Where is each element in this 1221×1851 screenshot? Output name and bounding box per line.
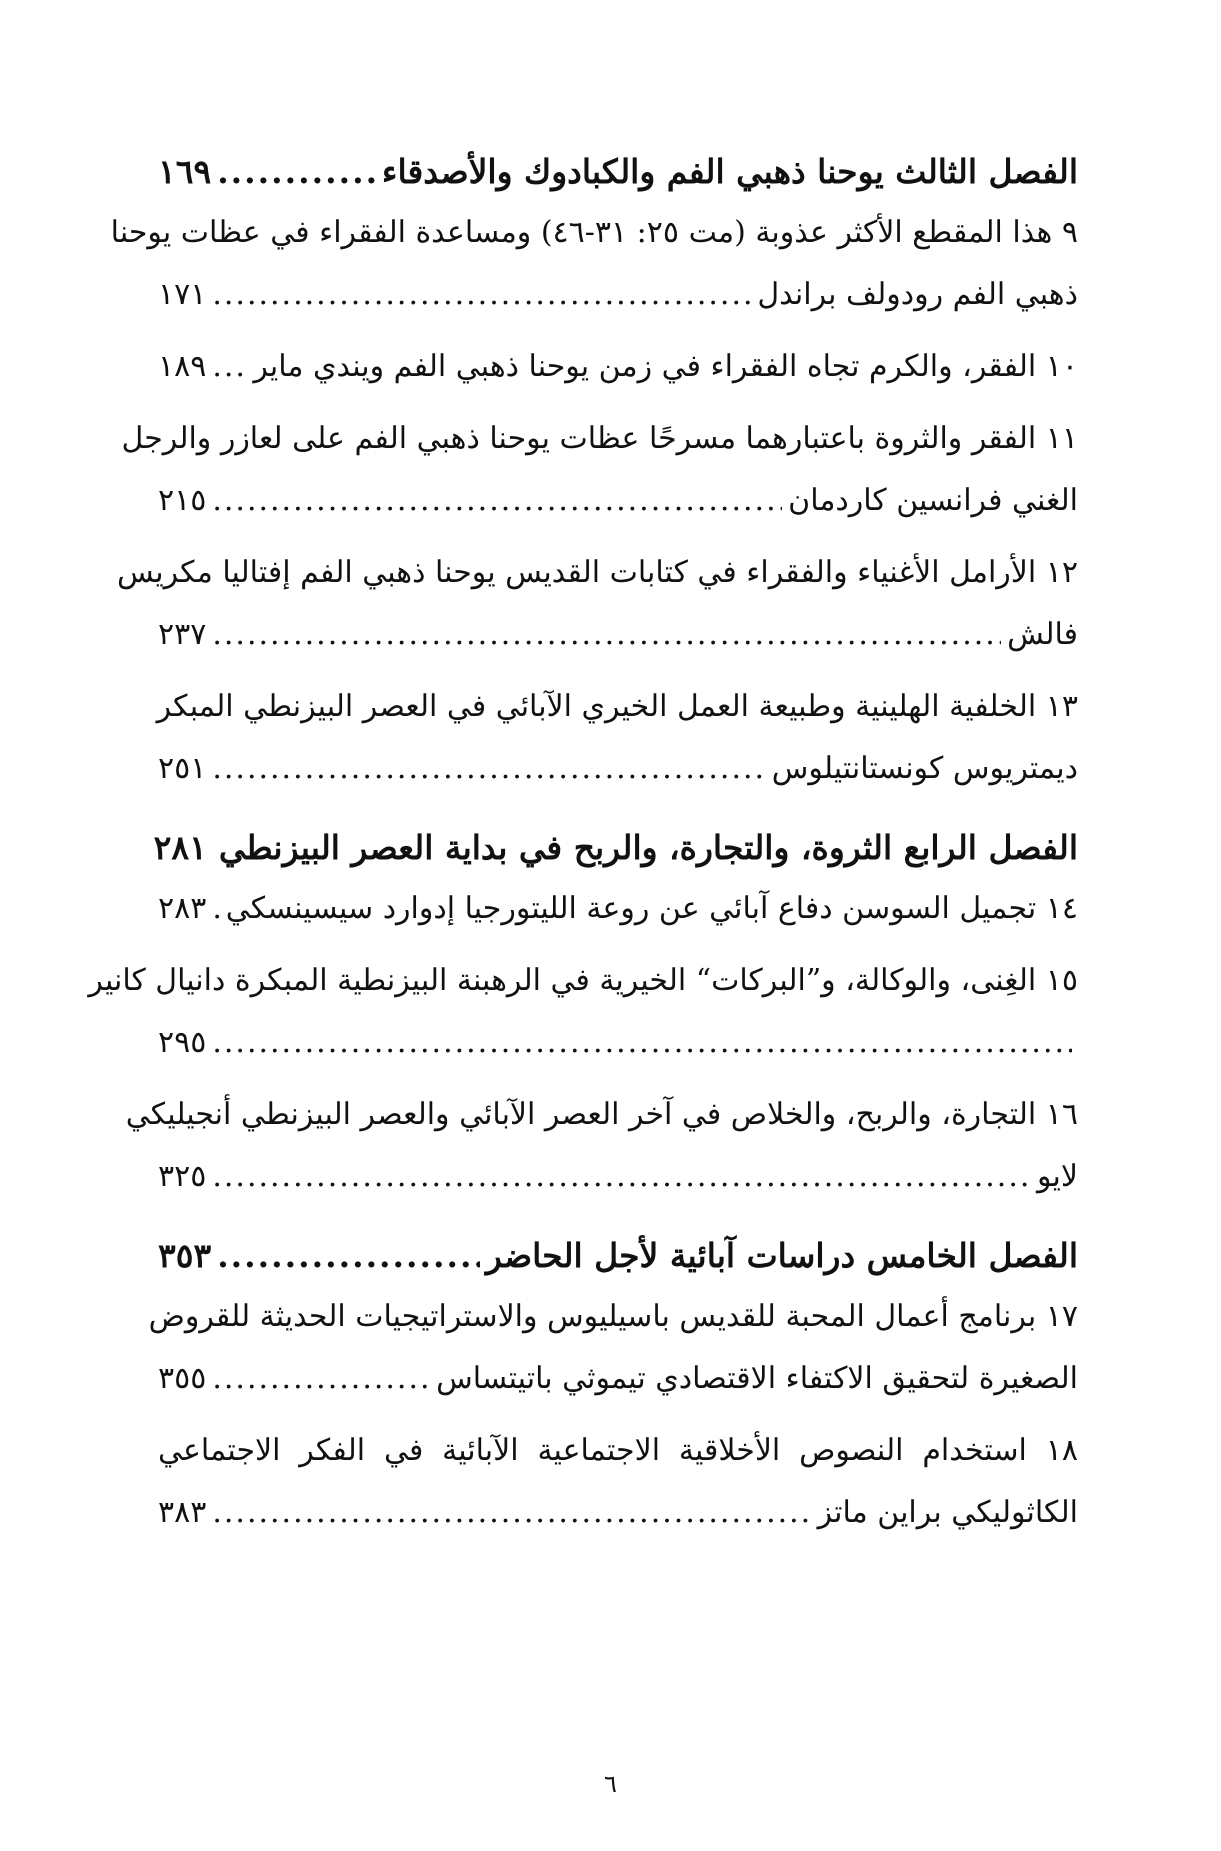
entry-text: هذا المقطع الأكثر عذوبة (مت ٢٥: ٣١-٤٦) ومساعدة الفقراء في عظات يوحنا: [110, 215, 1053, 250]
toc-entry: [125, 1084, 1078, 1208]
entry-number: ١١: [1045, 421, 1078, 456]
leader-dots: [212, 336, 247, 398]
chapter-heading: [158, 1234, 1078, 1278]
leader-dots: [212, 1012, 1072, 1074]
entry-text: برنامج أعمال المحبة للقديس باسيليوس والاستراتيجيات الحديثة للقروض: [148, 1299, 1037, 1334]
entry-text: الغِنى، والوكالة، و”البركات“ الخيرية في الرهبنة البيزنطية المبكرة دانيال كانير: [88, 963, 1037, 998]
page-ref: ٢٣٧: [158, 617, 207, 652]
leader-dots: [212, 604, 1001, 666]
entry-author: الكاثوليكي براين ماتز: [817, 1495, 1078, 1530]
entry-number: ١٣: [1045, 689, 1078, 724]
toc-entry: [158, 1420, 1078, 1544]
leader-dots: [212, 264, 751, 326]
toc-entry: [158, 336, 1078, 398]
toc-entry: [88, 950, 1078, 1074]
page-ref: ٣٥٣: [158, 1236, 212, 1275]
leader-dots: [212, 470, 782, 532]
entry-number: ١٥: [1045, 963, 1078, 998]
entry-author: فالش: [1007, 617, 1078, 652]
entry-text: الأرامل الأغنياء والفقراء في كتابات القديس يوحنا ذهبي الفم إفتاليا مكريس: [117, 555, 1037, 590]
entry-number: ١٦: [1045, 1097, 1078, 1132]
entry-text: الفقر، والكرم تجاه الفقراء في زمن يوحنا ذهبي الفم ويندي ماير: [253, 349, 1037, 384]
entry-author: لايو: [1037, 1159, 1078, 1194]
page-ref: ١٧١: [158, 277, 207, 312]
leader-dots: [217, 1234, 480, 1278]
leader-dots: [212, 878, 219, 940]
leader-dots: [212, 738, 765, 800]
entry-text: الفقر والثروة باعتبارهما مسرحًا عظات يوحنا ذهبي الفم على لعازر والرجل: [121, 421, 1037, 456]
page-ref: ٣٥٥: [158, 1361, 207, 1396]
entry-number: ١٠: [1045, 349, 1078, 384]
entry-author: ديمتريوس كونستانتيلوس: [771, 751, 1078, 786]
leader-dots: [212, 1146, 1031, 1208]
toc-entry: [110, 202, 1078, 326]
entry-number: ١٧: [1045, 1299, 1078, 1334]
leader-dots: [217, 150, 376, 194]
page-ref: ٢٨٣: [158, 891, 207, 926]
entry-number: ١٢: [1045, 555, 1078, 590]
page-ref: ١٦٩: [158, 152, 212, 191]
page-ref: ٣٨٣: [158, 1495, 207, 1530]
leader-dots: [212, 1482, 811, 1544]
entry-author: الغني فرانسين كاردمان: [788, 483, 1078, 518]
leader-dots: [212, 1348, 430, 1410]
chapter-title: الفصل الثالث يوحنا ذهبي الفم والكبادوك والأصدقاء: [381, 152, 1078, 191]
chapter-heading: [153, 826, 1078, 870]
page-ref: ٢٥١: [158, 751, 207, 786]
toc-entry: [148, 1286, 1078, 1410]
entry-author: الصغيرة لتحقيق الاكتفاء الاقتصادي تيموثي باتيتساس: [436, 1361, 1078, 1396]
toc-entry: [121, 408, 1078, 532]
toc-entry: [158, 878, 1078, 940]
page-ref: ١٨٩: [158, 349, 207, 384]
page-ref: ٢٩٥: [158, 1025, 207, 1060]
entry-text: التجارة، والربح، والخلاص في آخر العصر الآبائي والعصر البيزنطي أنجيليكي: [125, 1097, 1037, 1132]
entry-text: الخلفية الهلينية وطبيعة العمل الخيري الآبائي في العصر البيزنطي المبكر: [156, 689, 1037, 724]
chapter-heading: [158, 150, 1078, 194]
entry-text: تجميل السوسن دفاع آبائي عن روعة الليتورجيا إدوارد سيسينسكي: [225, 891, 1037, 926]
entry-number: ١٤: [1045, 891, 1078, 926]
page-ref: ٢١٥: [158, 483, 207, 518]
toc-entry: [158, 676, 1078, 800]
entry-text: استخدام النصوص الأخلاقية الاجتماعية الآبائية في الفكر الاجتماعي: [158, 1433, 1027, 1468]
toc-entry: [117, 542, 1078, 666]
chapter-title: الفصل الخامس دراسات آبائية لأجل الحاضر: [485, 1236, 1078, 1275]
page-ref: ٢٨١: [153, 828, 207, 867]
page-number: ٦: [604, 1770, 617, 1798]
page-ref: ٣٢٥: [158, 1159, 207, 1194]
chapter-title: الفصل الرابع الثروة، والتجارة، والربح في بداية العصر البيزنطي: [218, 828, 1078, 867]
table-of-contents: [88, 150, 1078, 1554]
entry-number: ٩: [1061, 215, 1078, 250]
entry-author: ذهبي الفم رودولف براندل: [757, 277, 1078, 312]
entry-number: ١٨: [1045, 1433, 1078, 1468]
